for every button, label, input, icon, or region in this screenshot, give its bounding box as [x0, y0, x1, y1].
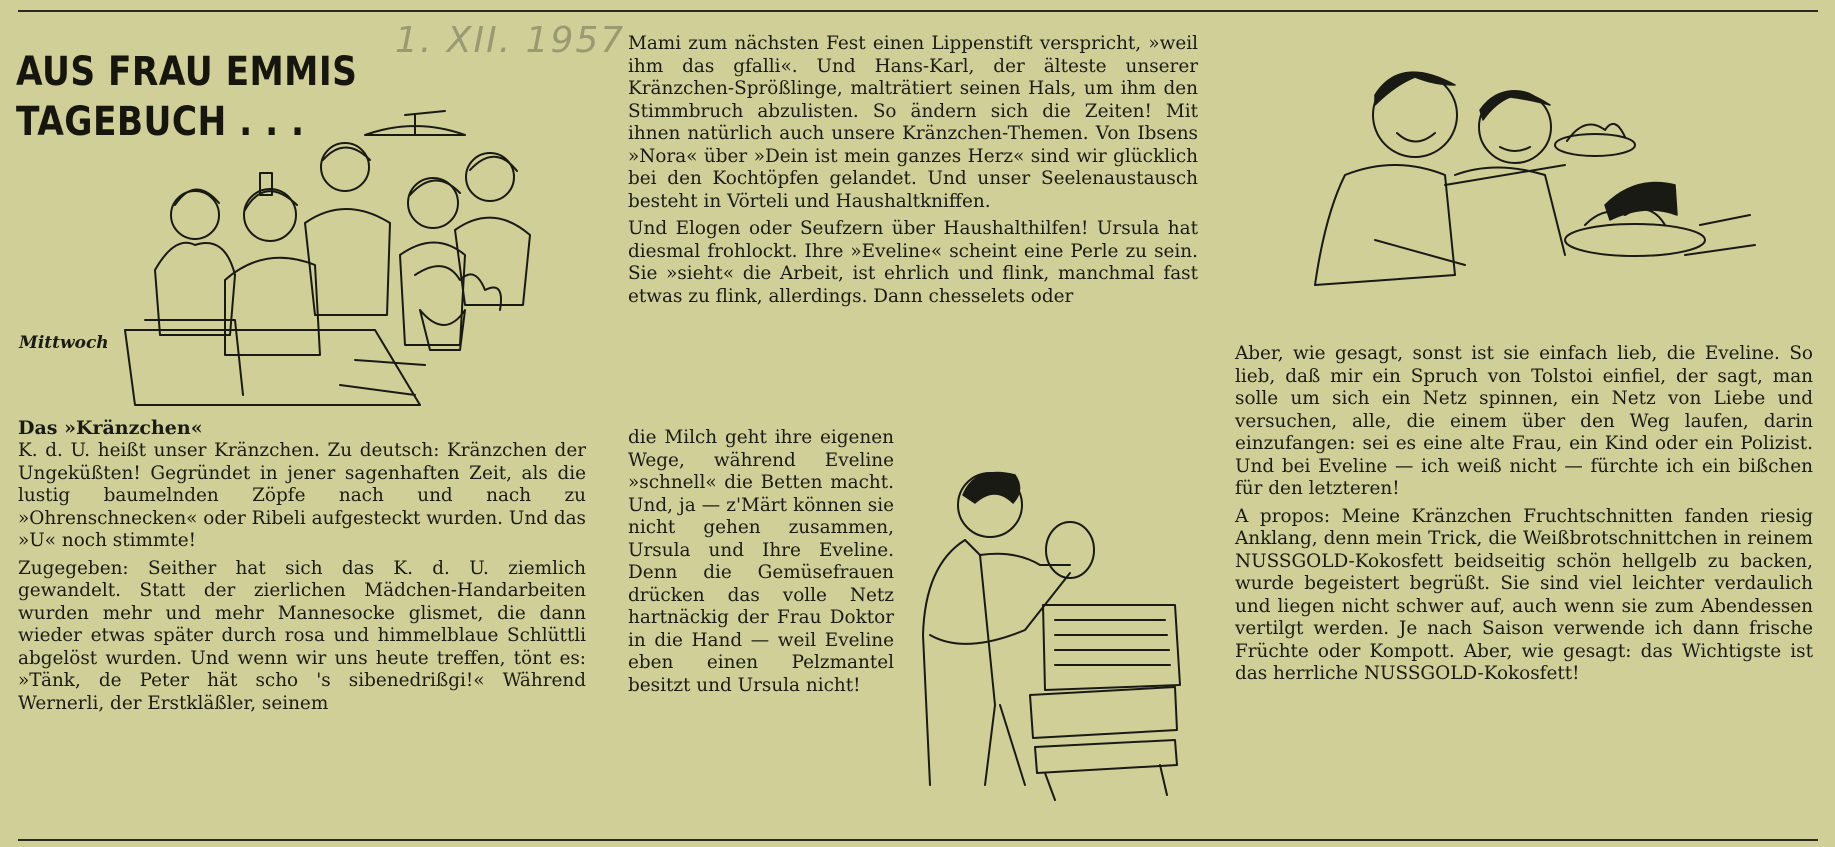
- column-2-narrow: [628, 427, 894, 697]
- two-boys-illustration: [1305, 55, 1760, 310]
- column-1: [18, 440, 586, 715]
- top-rule: [18, 10, 1818, 12]
- headline-line-2: TAGEBUCH . . .: [16, 99, 305, 145]
- column-2: [628, 33, 1198, 308]
- column-2-narrow-paragraph: die Milch geht ihre eigenen Wege, während Eveline »schnell« die Betten macht. Und, ja — z'Märt können sie nicht gehen zusammen, Ursula und Ihre Eveline. Denn die Gemüsefrauen drücken das volle Netz hartnäckig der Frau Doktor in die Hand — weil Eveline eben einen Pelzmantel besitzt und Ursula nicht!: [628, 427, 894, 696]
- women-table-illustration: [115, 105, 555, 425]
- column-1-paragraph-1: K. d. U. heißt unser Kränzchen. Zu deutsch: Kränzchen der Ungeküßten! Gegründet in jener sagenhaften Zeit, als die lustig baumelnden Zöpfe nach und nach zu »Ohrenschnecken« oder Ribeli aufgesteckt wurden. Und das »U« noch stimmte!: [18, 440, 586, 551]
- column-3-paragraph-1: Aber, wie gesagt, sonst ist sie einfach lieb, die Eveline. So lieb, daß mir ein Spruch von Tolstoi einfiel, der sagt, man solle um sich ein Netz spinnen, ein Netz von Liebe und versuchen, alle, die einem über den Weg laufen, darin einzufangen: sei es eine alte Frau, ein Kind oder ein Polizist. Und bei Eveline — ich weiß nicht — fürchte ich ein bißchen für den letzteren!: [1235, 343, 1813, 499]
- column-2-paragraph-1: Mami zum nächsten Fest einen Lippenstift verspricht, »weil ihm das gfalli«. Und Hans-Karl, der älteste unserer Kränzchen-Sprößlinge, malträtiert seinen Hals, um ihm den Stimmbruch abzulisten. So ändern sich die Zeiten! Mit ihnen natürlich auch unsere Kränzchen-Themen. Von Ibsens »Nora« über »Dein ist mein ganzes Herz« sind wir glücklich bei den Kochtöpfen gelandet. Und unser Seelenaustausch besteht in Vörteli und Haushaltkniffen.: [628, 33, 1198, 212]
- column-2-paragraph-2: Und Elogen oder Seufzern über Haushalthilfen! Ursula hat diesmal frohlockt. Ihre »Eveline« scheint eine Perle zu sein. Sie »sieht« die Arbeit, ist ehrlich und flink, manchmal fast etwas zu flink, allerdings. Dann chesselets oder: [628, 218, 1198, 307]
- bottom-rule: [18, 839, 1818, 841]
- section-title: Das »Kränzchen«: [18, 417, 203, 439]
- column-1-paragraph-2: Zugegeben: Seither hat sich das K. d. U. ziemlich gewandelt. Statt der zierlichen Mädchen-Handarbeiten wurden mehr und mehr Mannesocke glismet, die dann wieder etwas später durch rosa und himmelblaue Schlüttli abgelöst wurden. Und wenn wir uns heute treffen, tönt es: »Tänk, de Peter hät scho 's sibenedrißgi!« Während Wernerli, der Erstkläßler, seinem: [18, 557, 586, 714]
- headline-line-1: AUS FRAU EMMIS: [16, 49, 358, 95]
- column-3-paragraph-2: A propos: Meine Kränzchen Fruchtschnitten fanden riesig Anklang, denn mein Trick, die Weißbrotschnittchen in reinem NUSSGOLD-Kokosfett beidseitig schön hellgelb zu backen, wurde begeistert begrüßt. Sie sind viel leichter verdaulich und liegen nicht schwer auf, auch wenn sie zum Abendessen vertilgt werden. Je nach Saison verwende ich dann frische Früchte oder Kompott. Aber, wie gesagt: das Wichtigste ist das herrliche NUSSGOLD-Kokosfett!: [1235, 505, 1813, 684]
- handwritten-date: 1. XII. 1957: [395, 20, 626, 61]
- column-3: [1235, 343, 1813, 686]
- illustration-caption: Mittwoch: [19, 333, 109, 353]
- woman-reading-illustration: [905, 455, 1200, 815]
